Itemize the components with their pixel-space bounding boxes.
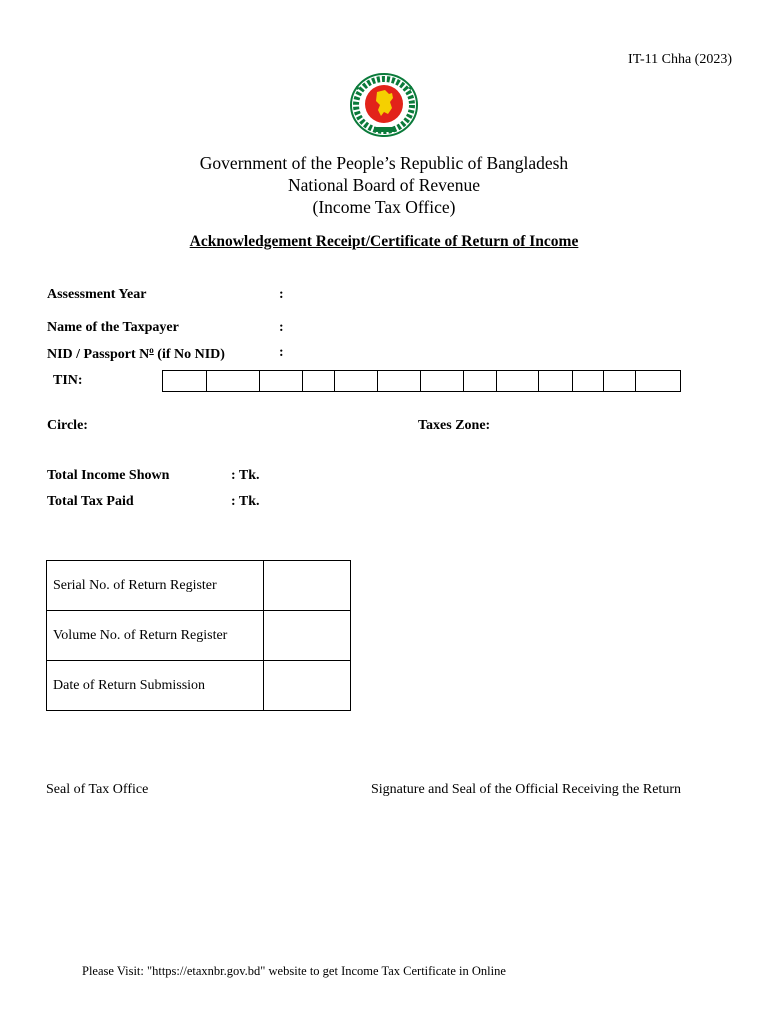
tin-digit-box[interactable]: [497, 371, 539, 391]
assessment-year-label: Assessment Year: [47, 287, 147, 302]
tin-digit-box[interactable]: [464, 371, 497, 391]
form-code: IT-11 Chha (2023): [628, 52, 732, 67]
taxes-zone-label: Taxes Zone:: [418, 418, 491, 433]
signature-label: Signature and Seal of the Official Receiving the Return: [371, 782, 681, 797]
tin-boxes: [162, 370, 681, 392]
tin-digit-box[interactable]: [636, 371, 680, 391]
tin-digit-box[interactable]: [260, 371, 303, 391]
total-income-tk: : Tk.: [231, 468, 260, 483]
table-row: [47, 561, 351, 611]
tin-digit-box[interactable]: [163, 371, 207, 391]
header-government: Government of the People’s Republic of Bangladesh: [199, 153, 569, 173]
serial-no-label: Serial No. of Return Register: [47, 561, 264, 611]
tin-digit-box[interactable]: [539, 371, 573, 391]
total-tax-label: Total Tax Paid: [47, 494, 134, 509]
tin-digit-box[interactable]: [303, 371, 335, 391]
nid-passport-label: NID / Passport $N^o$ (if No NID): [47, 345, 225, 362]
header-office: (Income Tax Office): [312, 197, 456, 217]
tin-label: TIN:: [53, 373, 83, 388]
nid-passport-colon: :: [279, 345, 284, 360]
tin-digit-box[interactable]: [573, 371, 605, 391]
document-title: Acknowledgement Receipt/Certificate of Return of Income: [189, 233, 579, 250]
serial-no-value[interactable]: [264, 561, 351, 611]
table-row: [47, 611, 351, 661]
bangladesh-government-emblem-icon: [348, 72, 420, 138]
tin-digit-box[interactable]: [335, 371, 378, 391]
total-tax-tk: : Tk.: [231, 494, 260, 509]
footer-note: Please Visit: "https://etaxnbr.gov.bd" website to get Income Tax Certificate in Online: [82, 964, 506, 978]
taxpayer-name-colon: :: [279, 320, 284, 335]
assessment-year-colon: :: [279, 287, 284, 302]
submission-date-label: Date of Return Submission: [47, 661, 264, 711]
volume-no-label: Volume No. of Return Register: [47, 611, 264, 661]
header-nbr: National Board of Revenue: [288, 175, 480, 195]
taxpayer-name-label: Name of the Taxpayer: [47, 320, 179, 335]
seal-label: Seal of Tax Office: [46, 782, 149, 797]
tin-digit-box[interactable]: [604, 371, 636, 391]
tin-digit-box[interactable]: [421, 371, 464, 391]
circle-label: Circle:: [47, 418, 88, 433]
tin-digit-box[interactable]: [378, 371, 421, 391]
volume-no-value[interactable]: [264, 611, 351, 661]
submission-date-value[interactable]: [264, 661, 351, 711]
tin-digit-box[interactable]: [207, 371, 260, 391]
table-row: [47, 661, 351, 711]
return-register-table: [46, 560, 351, 711]
total-income-label: Total Income Shown: [47, 468, 170, 483]
